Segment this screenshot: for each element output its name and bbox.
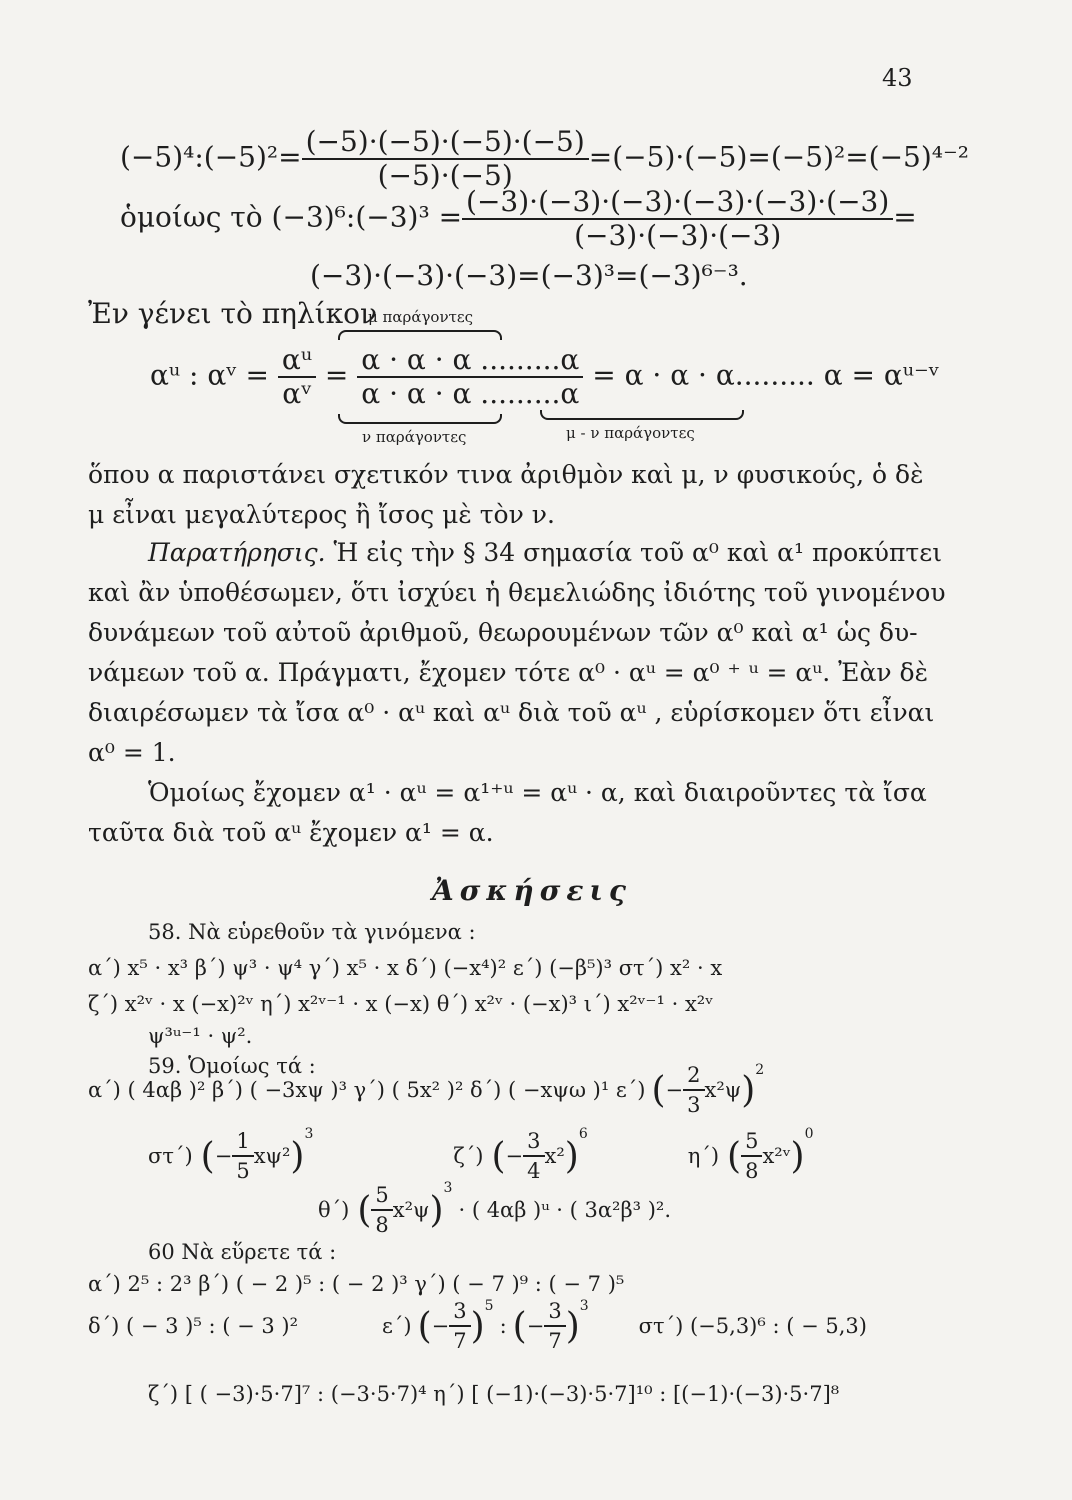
minus-sign: − [665, 1078, 684, 1102]
exercise-59-z-label: ζ΄) [453, 1144, 484, 1168]
bottom-brace-left [338, 414, 502, 424]
fraction-denominator: 4 [527, 1159, 541, 1183]
equation-2-continued: (−3)·(−3)·(−3)=(−3)³=(−3)⁶⁻³. [310, 259, 748, 292]
paragraph-3-line-1: Ὁμοίως ἔχομεν α¹ · αᵘ = α¹⁺ᵘ = αᵘ · α, καὶ διαιροῦντες τὰ ἴσα [148, 778, 927, 807]
exercise-59-row-2 [148, 1126, 814, 1186]
exercise-58-row-1: α΄) x⁵ · x³ β΄) ψ³ · ψ⁴ γ΄) x⁵ · x δ΄) (−x⁴)² ε΄) (−β⁵)³ στ΄) x² · x [88, 956, 723, 980]
paragraph-1-line-2: μ εἶναι μεγαλύτερος ἢ ἴσος μὲ τὸν ν. [88, 500, 555, 529]
page-number: 43 [882, 64, 913, 92]
remark-paragraph-line-4: νάμεων τοῦ α. Πράγματι, ἔχομεν τότε α⁰ · αᵘ = α⁰ ⁺ ᵘ = αᵘ. Ἐὰν δὲ [88, 658, 928, 687]
formula-rhs: = α · α · α......... α = αᵘ⁻ᵛ [592, 358, 940, 392]
right-paren: ) [741, 1069, 756, 1111]
bottom-brace-right-label: μ - ν παράγοντες [566, 424, 695, 442]
exercise-59-row-1-text: α΄) ( 4αβ )² β΄) ( −3xψ )³ γ΄) ( 5x² )² δ΄) ( −xψω )¹ ε΄) [88, 1078, 646, 1102]
exercise-59-h-fraction [741, 1129, 762, 1183]
paragraph-3-line-2: ταῦτα διὰ τοῦ αᵘ ἔχομεν α¹ = α. [88, 818, 494, 847]
exercise-59-th-exponent: 3 [443, 1180, 453, 1196]
exercise-59-e-fraction [683, 1063, 704, 1117]
exercise-60-d: δ΄) ( − 3 )⁵ : ( − 3 )² [88, 1314, 299, 1338]
exercise-59-th-tail: · ( 4αβ )ᵘ · ( 3α²β³ )². [458, 1198, 671, 1222]
minus-sign: − [431, 1314, 450, 1338]
equation-2-fraction [462, 185, 893, 252]
fraction-denominator: 3 [687, 1093, 701, 1117]
exercise-60-row-3: ζ΄) [ ( −3)·5·7]⁷ : (−3·5·7)⁴ η΄) [ (−1)·(−3)·5·7]¹⁰ : [(−1)·(−3)·5·7]⁸ [148, 1382, 840, 1406]
exercise-60-row-2 [88, 1298, 867, 1354]
paragraph-1-line-1: ὅπου α παριστάνει σχετικόν τινα ἀριθμὸν καὶ μ, ν φυσικούς, ὁ δὲ [88, 460, 924, 489]
exercise-59-title: 59. Ὁμοίως τά : [148, 1054, 316, 1078]
formula-fraction-2 [357, 343, 583, 410]
exercise-58-title: 58. Νὰ εὑρεθοῦν τὰ γινόμενα : [148, 920, 476, 944]
left-paren: ( [727, 1135, 742, 1177]
left-paren: ( [512, 1305, 527, 1347]
fraction-numerator: α · α · α .........α [357, 346, 583, 378]
fraction-denominator: 8 [375, 1213, 389, 1237]
formula-fraction-1 [278, 343, 316, 410]
left-paren: ( [417, 1305, 432, 1347]
exercise-58-row-3: ψ³ᵘ⁻¹ · ψ². [148, 1024, 253, 1048]
fraction-denominator: 8 [745, 1159, 759, 1183]
exercise-59-st-label: στ΄) [148, 1144, 193, 1168]
exercise-59-st-var: xψ² [253, 1144, 291, 1168]
fraction-numerator: 3 [523, 1129, 544, 1157]
right-paren: ) [565, 1305, 580, 1347]
fraction-numerator: (−5)·(−5)·(−5)·(−5) [302, 128, 589, 160]
exercise-59-th-fraction [371, 1183, 392, 1237]
minus-sign: − [214, 1144, 233, 1168]
exercise-60-e-fraction-1 [449, 1299, 470, 1353]
exercise-59-th-label: θ΄) [318, 1198, 350, 1222]
exercise-59-z-var: x² [544, 1144, 565, 1168]
remark-paragraph-line-1 [148, 538, 942, 567]
remark-paragraph-line-2: καὶ ἂν ὑποθέσωμεν, ὅτι ἰσχύει ἡ θεμελιώδης ἰδιότης τοῦ γινομένου [88, 578, 946, 607]
remark-paragraph-line-5: διαιρέσωμεν τὰ ἴσα α⁰ · αᵘ καὶ αᵘ διὰ τοῦ αᵘ , εὑρίσκομεν ὅτι εἶναι [88, 698, 935, 727]
bottom-brace-left-label: ν παράγοντες [362, 428, 467, 446]
equation-1-rhs: =(−5)·(−5)=(−5)²=(−5)⁴⁻² [588, 140, 970, 174]
equation-1 [120, 125, 970, 192]
exercise-59-z-fraction [523, 1129, 544, 1183]
right-paren: ) [429, 1189, 444, 1231]
left-paren: ( [200, 1135, 215, 1177]
fraction-numerator: 3 [449, 1299, 470, 1327]
general-intro: Ἐν γένει τὸ πηλίκον [88, 297, 377, 330]
exercises-heading: Ἀσκήσεις [432, 874, 632, 907]
exercise-60-row-1: α΄) 2⁵ : 2³ β΄) ( − 2 )⁵ : ( − 2 )³ γ΄) ( − 7 )⁹ : ( − 7 )⁵ [88, 1272, 625, 1296]
exercise-59-row-1 [88, 1062, 764, 1118]
fraction-numerator: 1 [232, 1129, 253, 1157]
exercise-59-st-fraction [232, 1129, 253, 1183]
equation-1-fraction [302, 125, 589, 192]
exercise-59-h-label: η΄) [687, 1144, 720, 1168]
fraction-denominator: 7 [548, 1329, 562, 1353]
fraction-denominator: α · α · α .........α [361, 377, 580, 410]
formula-lhs: αᵘ : αᵛ = [150, 358, 270, 392]
exercise-60-e-label: ε΄) [382, 1314, 412, 1338]
fraction-numerator: αᵘ [278, 346, 316, 378]
exercise-59-h-var: x²ᵛ [762, 1144, 791, 1168]
minus-sign: − [505, 1144, 524, 1168]
fraction-numerator: 5 [371, 1183, 392, 1211]
general-formula [150, 343, 940, 410]
exercise-60-e-exponent-1: 5 [484, 1298, 494, 1314]
equation-2-tail: = [893, 200, 917, 234]
left-paren: ( [491, 1135, 506, 1177]
exercise-59-z-exponent: 6 [578, 1126, 588, 1142]
bottom-brace-right [540, 410, 744, 420]
fraction-numerator: 2 [683, 1063, 704, 1091]
exercise-60-e-fraction-2 [544, 1299, 565, 1353]
left-paren: ( [357, 1189, 372, 1231]
exercise-59-th-var: x²ψ [392, 1198, 430, 1222]
equation-1-lhs: (−5)⁴:(−5)²= [120, 140, 302, 174]
formula-equals: = [324, 358, 349, 392]
fraction-numerator: (−3)·(−3)·(−3)·(−3)·(−3)·(−3) [462, 188, 893, 220]
right-paren: ) [564, 1135, 579, 1177]
exercise-59-e-exponent: 2 [755, 1062, 765, 1078]
remark-title: Παρατήρησις. [148, 538, 326, 567]
fraction-numerator: 3 [544, 1299, 565, 1327]
minus-sign: − [526, 1314, 545, 1338]
exercise-60-st: στ΄) (−5,3)⁶ : ( − 5,3) [638, 1314, 867, 1338]
equation-2 [120, 185, 917, 252]
left-paren: ( [651, 1069, 666, 1111]
exercise-60-e-exponent-2: 3 [579, 1298, 589, 1314]
right-paren: ) [790, 1135, 805, 1177]
right-paren: ) [290, 1135, 305, 1177]
fraction-denominator: 7 [453, 1329, 467, 1353]
fraction-denominator: αᵛ [282, 377, 312, 410]
exercise-59-row-3 [318, 1180, 671, 1240]
fraction-numerator: 5 [741, 1129, 762, 1157]
exercise-59-h-exponent: 0 [804, 1126, 814, 1142]
right-paren: ) [470, 1305, 485, 1347]
exercise-59-e-var: x²ψ [704, 1078, 742, 1102]
remark-paragraph-line-3: δυνάμεων τοῦ αὐτοῦ ἀριθμοῦ, θεωρουμένων τῶν α⁰ καὶ α¹ ὡς δυ- [88, 618, 918, 647]
fraction-denominator: (−3)·(−3)·(−3) [574, 219, 782, 252]
fraction-denominator: (−5)·(−5) [377, 159, 513, 192]
exercise-58-row-2: ζ΄) x²ᵛ · x (−x)²ᵛ η΄) x²ᵛ⁻¹ · x (−x) θ΄) x²ᵛ · (−x)³ ι΄) x²ᵛ⁻¹ · x²ᵛ [88, 992, 714, 1016]
remark-text: Ἡ εἰς τὴν § 34 σημασία τοῦ α⁰ καὶ α¹ προκύπτει [333, 538, 943, 567]
top-brace [338, 330, 502, 340]
top-brace-label: μ παράγοντες [368, 308, 474, 326]
remark-paragraph-line-6: α⁰ = 1. [88, 738, 176, 767]
colon: : [499, 1314, 507, 1338]
fraction-denominator: 5 [236, 1159, 250, 1183]
exercise-59-st-exponent: 3 [304, 1126, 314, 1142]
exercise-60-title: 60 Νὰ εὕρετε τά : [148, 1240, 337, 1264]
equation-2-lhs: ὁμοίως τὸ (−3)⁶:(−3)³ = [120, 200, 463, 234]
